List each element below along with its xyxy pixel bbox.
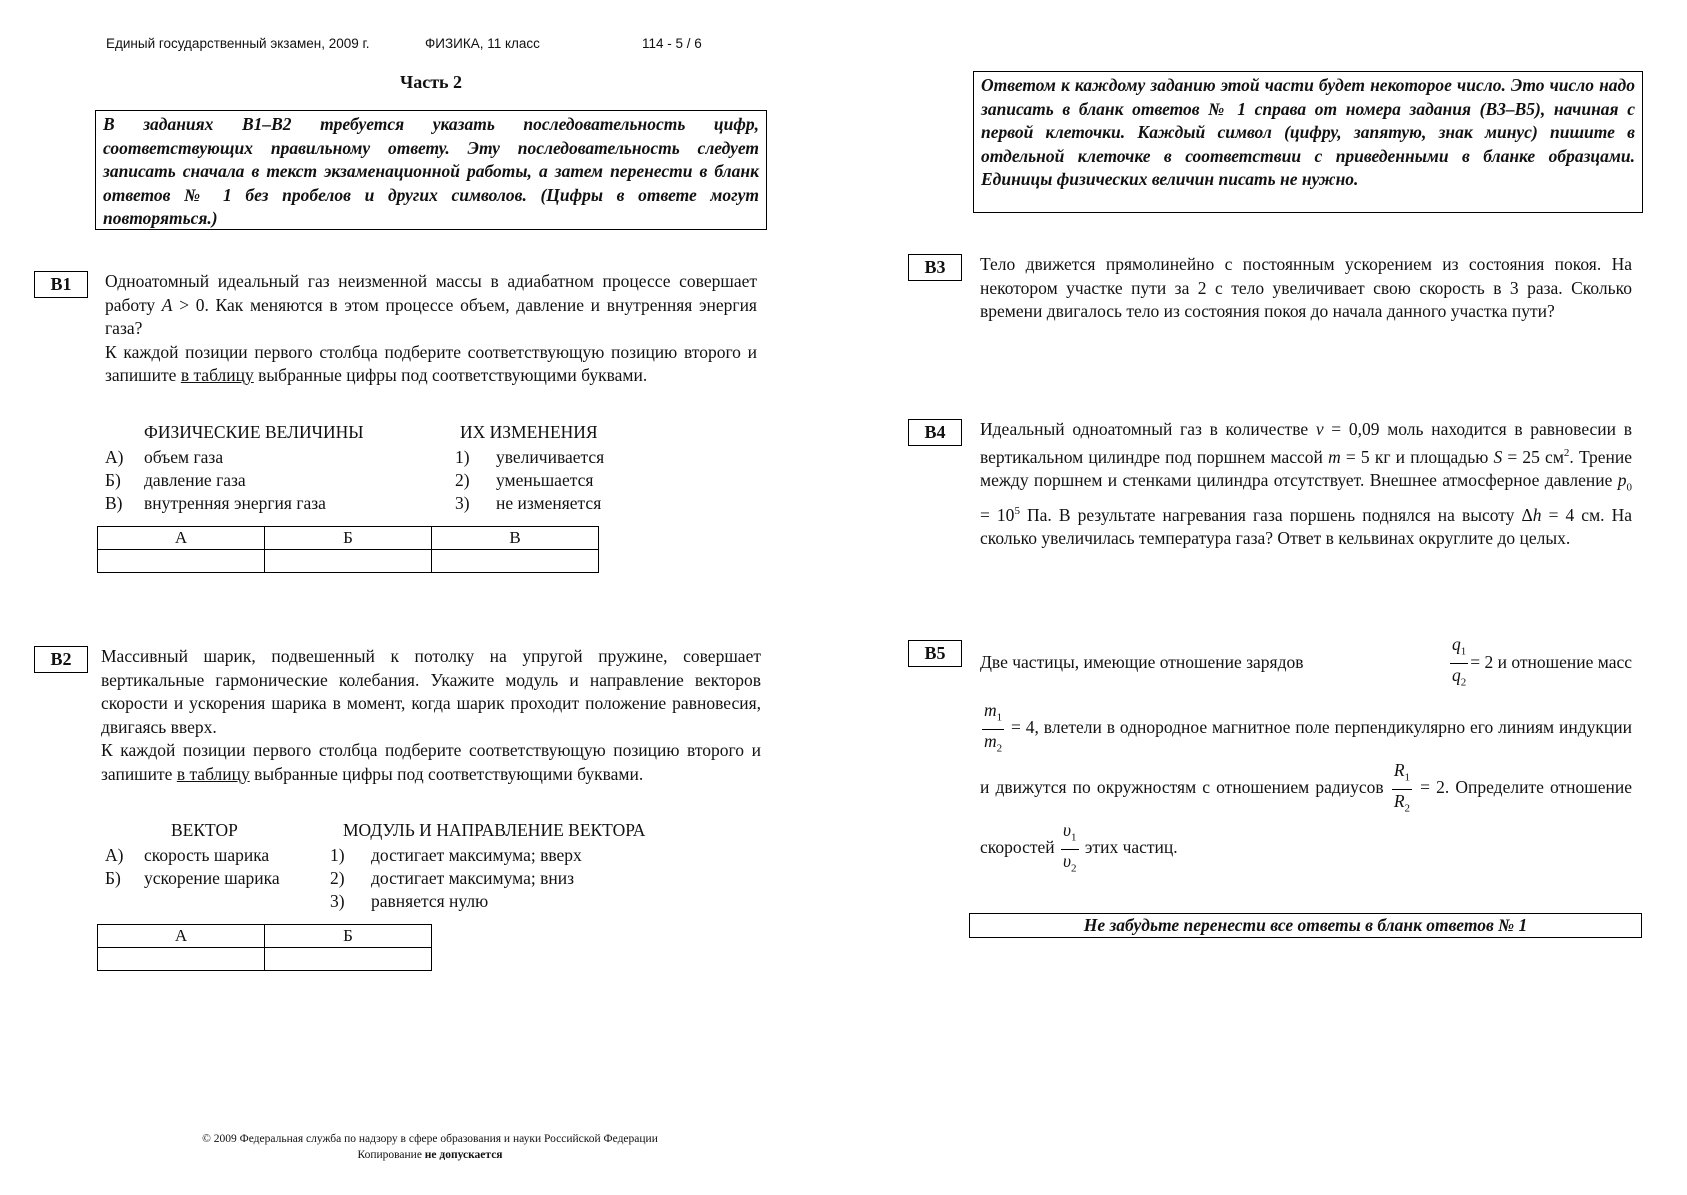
b1-var-a: A — [161, 294, 173, 315]
part-title: Часть 2 — [400, 72, 463, 92]
list-item: 2) достигает максимума; вниз — [330, 868, 574, 888]
b1-table-header-v: В — [432, 527, 599, 550]
b1-col2-header: ИХ ИЗМЕНЕНИЯ — [460, 422, 598, 442]
b1-answer-cell-v[interactable] — [432, 550, 599, 573]
b1-table-link: в таблицу — [180, 365, 254, 385]
b5-fraction-charge: $\frac{q_1}{q_2}$ — [1451, 634, 1467, 688]
b4-question: Идеальный одноатомный газ в количестве ν = 0,09 моль находится в равновесии в вертикальном цилиндре под поршнем массой m = 5 кг и площадью S = 25 $см^2$. Трение между поршнем и стенками цилиндра отсутствует. Внешнее атмосферное давление $p_0 = 10^5$ Па. В результате нагревания газа поршень поднялся на высоту Δh = 4 см. На сколько увеличилась температура газа? Ответ в кельвинах округлите до целых. — [980, 419, 1632, 549]
subject-title: ФИЗИКА, 11 класс — [425, 36, 540, 51]
page-number: 114 - 5 / 6 — [642, 36, 702, 51]
b1-answer-cell-b[interactable] — [265, 550, 432, 573]
b5-question: Две частицы, имеющие отношение зарядов $\frac{q_1}{q_2}$ = 2 и отношение масс $\frac{m_1}{m_2}$ = 4, влетели в однородное магнитное поле перпендикулярно его линиям индукции и движутся по окружностям с отношением радиусов $\frac{R_1}{R_2}$ = 2. Определите отношение скоростей $\frac{\upsilon_1}{\upsilon_2}$ этих частиц. — [980, 633, 1632, 879]
b1-col1-list — [105, 446, 326, 515]
b2-col2-header: МОДУЛЬ И НАПРАВЛЕНИЕ ВЕКТОРА — [343, 820, 646, 840]
b3-label: В3 — [908, 254, 962, 281]
b2-answer-table — [97, 924, 432, 971]
b1-answer-cell-a[interactable] — [98, 550, 265, 573]
b3-text: Тело движется прямолинейно с постоянным ускорением из состояния покоя. На некотором участке пути за 2 с тело увеличивает свою скорость в 3 раза. Сколько времени двигалось тело из состояния покоя до начала данного участка пути? — [980, 254, 1632, 321]
b3-question — [980, 253, 1632, 324]
b4-var-nu: ν — [1315, 419, 1324, 439]
b1-answer-table — [97, 526, 599, 573]
b1-instruction: К каждой позиции первого столбца подберите соответствующую позицию второго и запишите — [105, 341, 757, 385]
list-item: 1) достигает максимума; вверх — [330, 845, 582, 865]
list-item: 2) уменьшается — [455, 470, 594, 490]
b5-label: В5 — [908, 640, 962, 667]
b2-col2-list — [330, 844, 582, 913]
b2-instruction-end: выбранные цифры под соответствующими буквами. — [249, 763, 644, 784]
list-item: А) скорость шарика — [105, 845, 270, 865]
list-item: 3) не изменяется — [455, 493, 602, 513]
exam-title: Единый государственный экзамен, 2009 г. — [106, 36, 370, 51]
reminder-box — [969, 913, 1642, 938]
right-instruction-box — [973, 71, 1643, 213]
b2-col1-list — [105, 844, 280, 890]
b2-question — [101, 645, 761, 786]
right-instruction-text: Ответом к каждому заданию этой части будет некоторое число. Это число надо записать в бланк ответов № 1 справа от номера задания (В3–В5), начиная с первой клеточки. Каждый символ (цифру, запятую, знак минус) пишите в отдельной клеточке в соответствии с приведенными в бланке образцами. Единицы физических величин писать не нужно. — [981, 75, 1635, 189]
b2-instruction: К каждой позиции первого столбца подберите соответствующую позицию второго и запишите — [101, 740, 761, 784]
list-item: 3) равняется нулю — [330, 891, 489, 911]
list-item: Б) ускорение шарика — [105, 868, 280, 888]
b2-col1-header: ВЕКТОР — [171, 820, 238, 840]
reminder-text: Не забудьте перенести все ответы в бланк ответов № 1 — [1083, 915, 1528, 935]
b2-table-header-a: А — [98, 925, 265, 948]
b4-label: В4 — [908, 419, 962, 446]
b2-table-header-b: Б — [265, 925, 432, 948]
b4-var-p: p — [1617, 469, 1627, 490]
b2-label: В2 — [34, 646, 88, 673]
b1-text-part2: > 0. Как меняются в этом процессе объем, давление и внутренняя энергия газа? — [105, 294, 757, 338]
b1-instruction-end: выбранные цифры под соответствующими буквами. — [253, 365, 648, 385]
list-item: Б) давление газа — [105, 470, 246, 490]
footer-copyright: © 2009 Федеральная служба по надзору в сфере образования и науки Российской Федерации — [202, 1133, 658, 1145]
b1-table-header-b: Б — [265, 527, 432, 550]
list-item: В) внутренняя энергия газа — [105, 493, 326, 513]
footer-copy-notice: Копирование не допускается — [357, 1149, 503, 1161]
list-item: 1) увеличивается — [455, 447, 605, 467]
b5-fraction-mass: $\frac{m_1}{m_2}$ — [984, 700, 1003, 754]
b4-var-m: m — [1328, 446, 1341, 467]
left-instruction-box — [95, 110, 767, 230]
b5-fraction-radius: $\frac{R_1}{R_2}$ — [1393, 760, 1411, 814]
b2-table-link: в таблицу — [176, 763, 250, 784]
list-item: А) объем газа — [105, 447, 224, 467]
b1-question — [105, 270, 757, 388]
b2-text: Массивный шарик, подвешенный к потолку на упругой пружине, совершает вертикальные гармонические колебания. Укажите модуль и направление векторов скорости и ускорения шарика в момент, когда шарик проходит положение равновесия, двигаясь вверх. — [101, 646, 761, 737]
b2-answer-cell-a[interactable] — [98, 948, 265, 971]
b1-col2-list — [455, 446, 604, 515]
b4-var-h: h — [1532, 504, 1542, 525]
b1-col1-header: ФИЗИЧЕСКИЕ ВЕЛИЧИНЫ — [144, 422, 364, 442]
b5-fraction-velocity: $\frac{\upsilon_1}{\upsilon_2}$ — [1063, 820, 1077, 874]
b1-table-header-a: А — [98, 527, 265, 550]
b1-label: В1 — [34, 271, 88, 298]
footer — [150, 1131, 710, 1163]
left-instruction-text: В заданиях В1–В2 требуется указать последовательность цифр, соответствующих правильному ответу. Эту последовательность следует записать сначала в текст экзаменационной работы, а затем перенести в бланк ответов № 1 без пробелов и других символов. (Цифры в ответе могут повторяться.) — [103, 114, 759, 228]
b1-text-part1: Одноатомный идеальный газ неизменной массы в адиабатном процессе совершает работу — [105, 271, 757, 315]
b4-var-s: S — [1493, 446, 1503, 467]
b2-answer-cell-b[interactable] — [265, 948, 432, 971]
